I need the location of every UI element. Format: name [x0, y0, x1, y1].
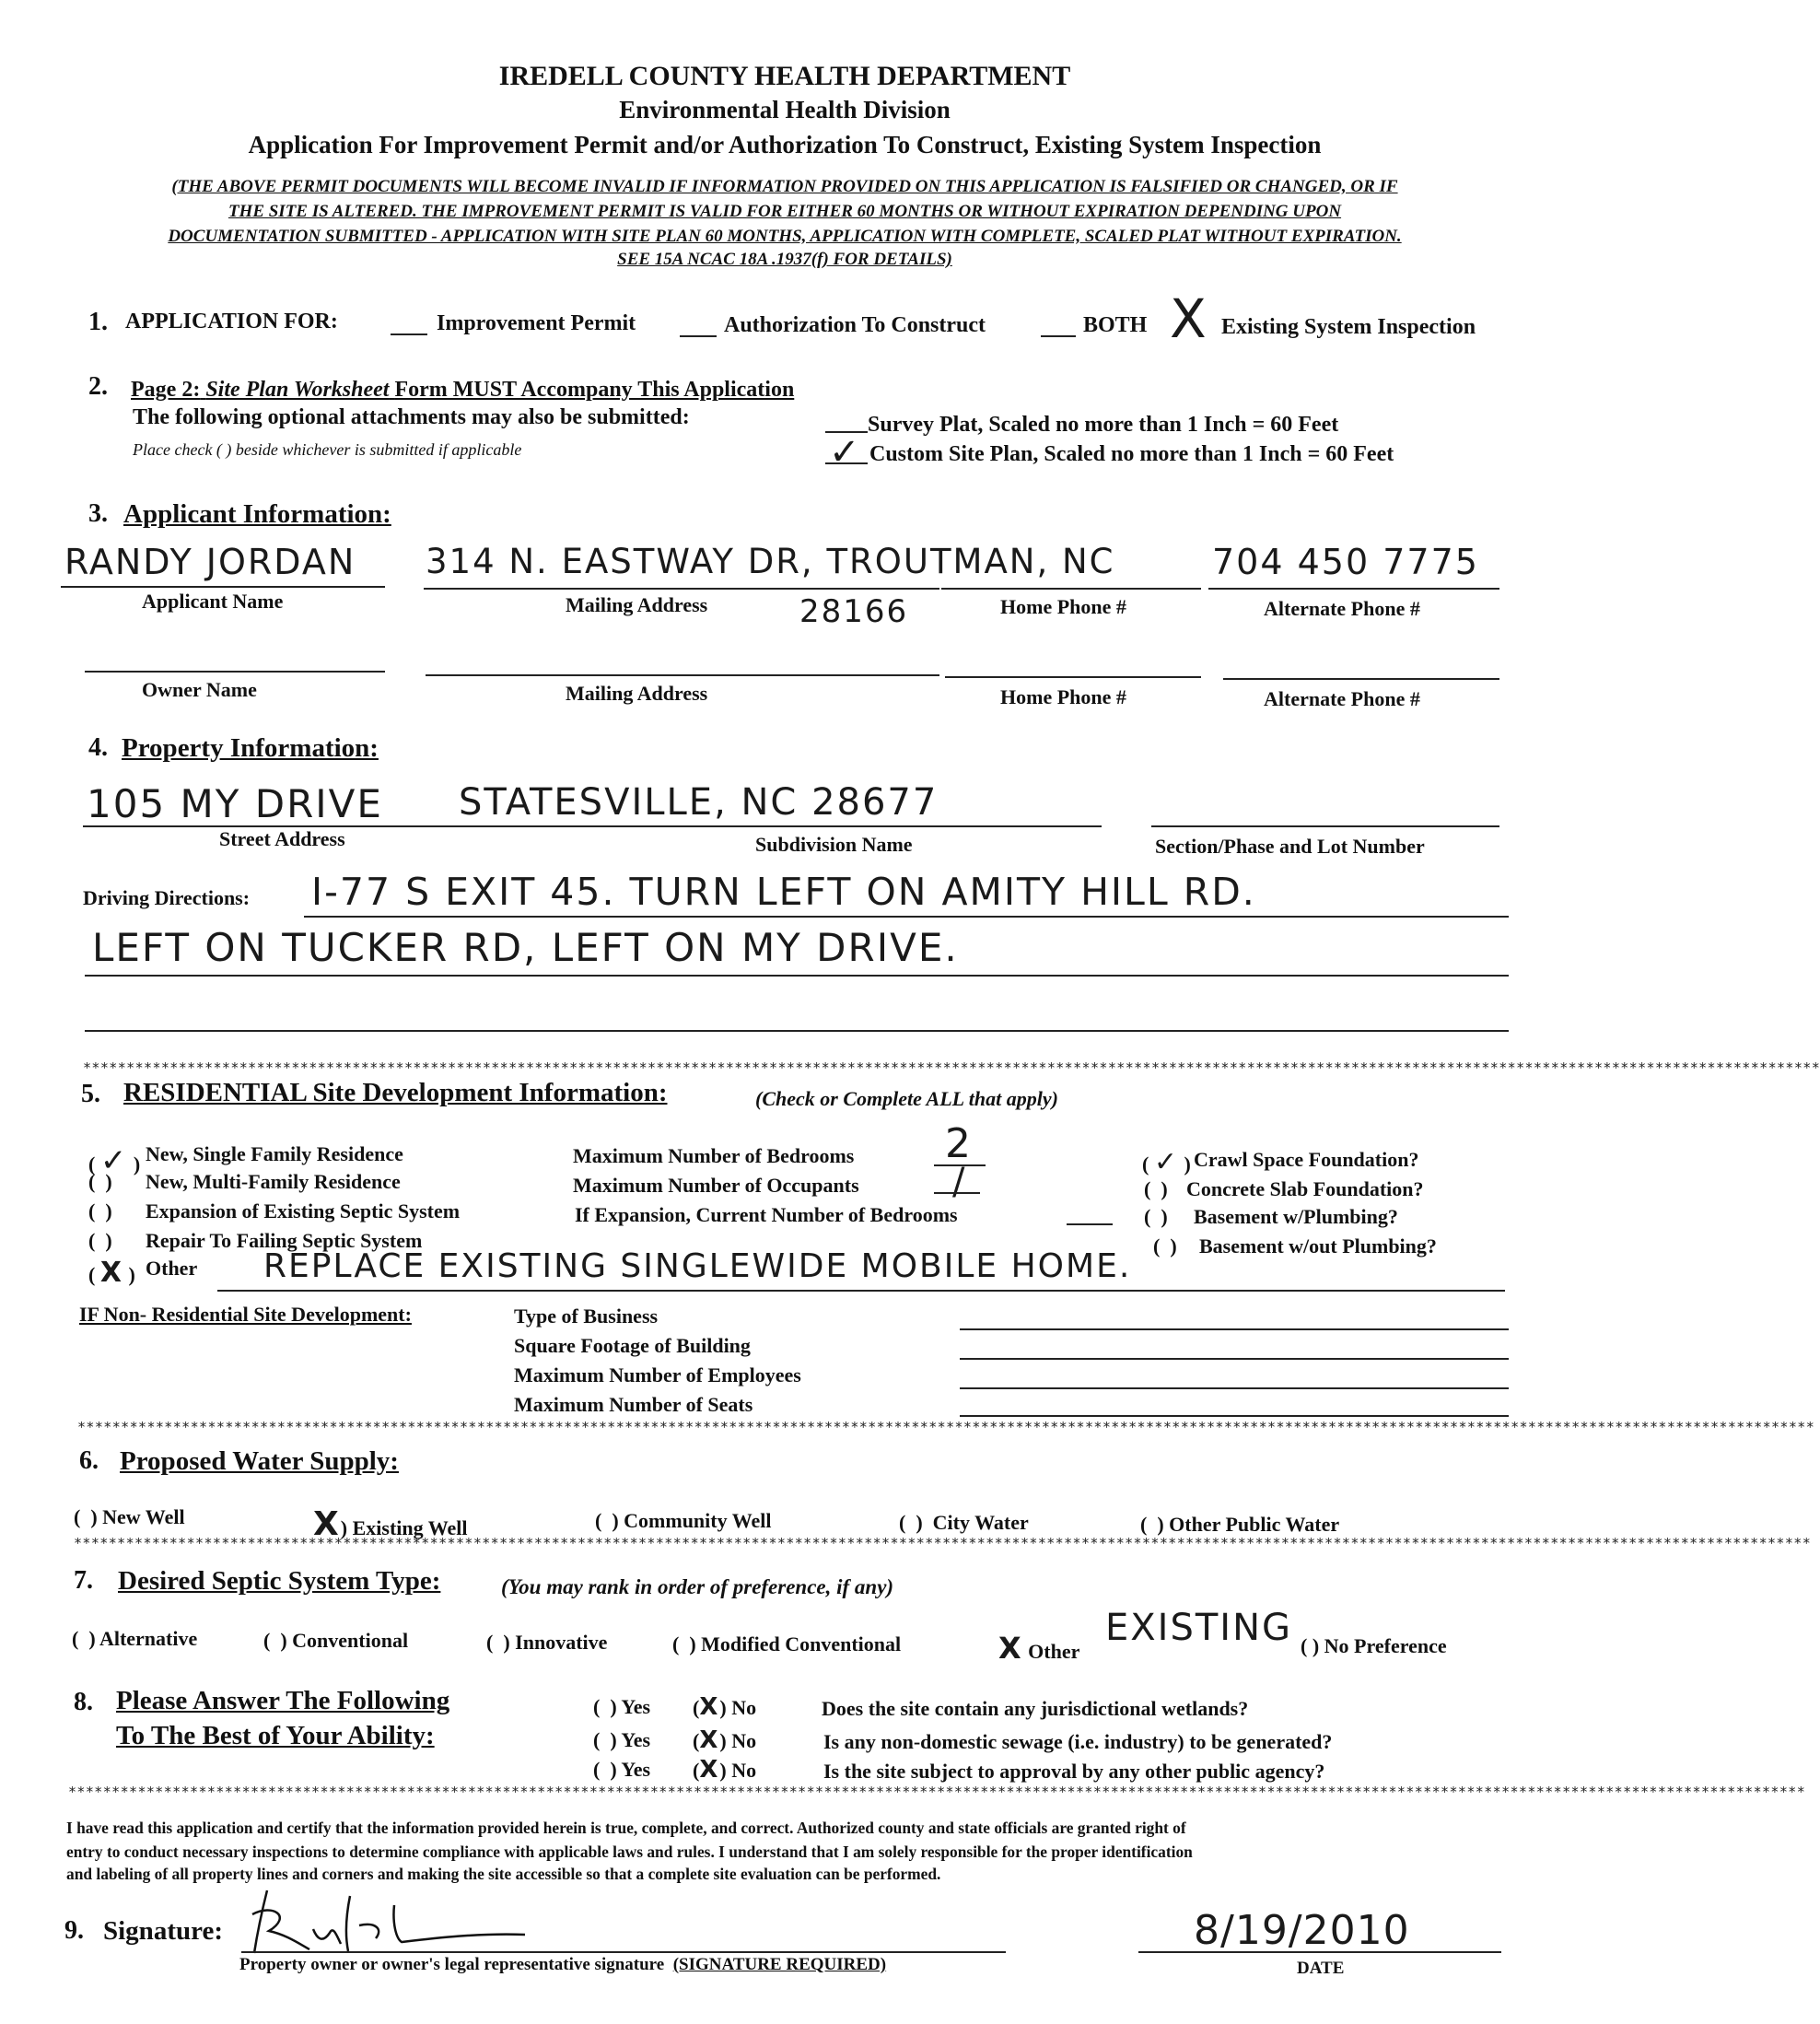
- optional-attachments-text: The following optional attachments may also be submitted:: [133, 405, 690, 429]
- basement-no-plumbing-label: Basement w/out Plumbing?: [1199, 1234, 1437, 1258]
- max-employees-line[interactable]: [960, 1387, 1509, 1389]
- expansion-bedrooms-label: If Expansion, Current Number of Bedrooms: [575, 1203, 958, 1226]
- notice-line-3: DOCUMENTATION SUBMITTED - APPLICATION WITH SITE PLAN 60 MONTHS, APPLICATION WITH COMPLETE, SCALED PLAT WITHOUT EXPIRATION.: [168, 227, 1402, 246]
- owner-name-line[interactable]: [85, 671, 385, 673]
- please-answer-title-2: To The Best of Your Ability:: [116, 1721, 435, 1750]
- concrete-slab-label: Concrete Slab Foundation?: [1186, 1177, 1424, 1200]
- separator-1: ********************************************************************************************************************************************************************************************************: [83, 1059, 1820, 1076]
- section-7-number: 7.: [74, 1566, 93, 1595]
- certification-line-3: and labeling of all property lines and corners and making the site accessible so that a complete site evaluation can be performed.: [66, 1865, 941, 1883]
- mailing-address-label: Mailing Address: [566, 593, 708, 616]
- max-occupants-value[interactable]: /: [952, 1161, 967, 1203]
- septic-innovative-label: Innovative: [515, 1631, 608, 1654]
- custom-site-plan-option: Custom Site Plan, Scaled no more than 1 Inch = 60 Feet: [869, 442, 1394, 466]
- check-note: Place check ( ) beside whichever is submitted if applicable: [133, 440, 522, 459]
- residential-note: (Check or Complete ALL that apply): [755, 1087, 1058, 1110]
- septic-no-preference[interactable]: ( ) No Preference: [1301, 1634, 1447, 1657]
- application-for-label: APPLICATION FOR:: [125, 310, 338, 333]
- septic-innovative[interactable]: ( ) Innovative: [486, 1631, 608, 1654]
- separator-3: ********************************************************************************************************************************************************************************************************: [74, 1535, 1812, 1551]
- signature-label: Signature:: [103, 1916, 223, 1946]
- res-option-1-label: New, Single Family Residence: [146, 1142, 403, 1165]
- septic-conventional-label: Conventional: [292, 1629, 409, 1652]
- water-existing-well-mark: X: [313, 1505, 341, 1543]
- max-seats-label: Maximum Number of Seats: [514, 1393, 753, 1416]
- date-value[interactable]: 8/19/2010: [1194, 1907, 1410, 1954]
- owner-alt-phone-label: Alternate Phone #: [1264, 687, 1420, 710]
- res-option-2[interactable]: ( ): [88, 1170, 112, 1193]
- improvement-permit-option: Improvement Permit: [437, 311, 636, 335]
- other-development-line: [217, 1290, 1505, 1292]
- signature-required: (SIGNATURE REQUIRED): [672, 1955, 887, 1974]
- section-6-number: 6.: [79, 1446, 99, 1475]
- res-option-1[interactable]: ( ✓ ): [88, 1142, 141, 1179]
- septic-type-note: (You may rank in order of preference, if any): [501, 1575, 894, 1598]
- alternate-phone-value[interactable]: 704 450 7775: [1212, 542, 1479, 582]
- applicant-name-value[interactable]: RANDY JORDAN: [64, 542, 356, 582]
- residential-title: RESIDENTIAL Site Development Information:: [123, 1078, 668, 1107]
- section-2-number: 2.: [88, 372, 108, 401]
- survey-plat-option: Survey Plat, Scaled no more than 1 Inch = 60 Feet: [868, 413, 1339, 437]
- division-name: Environmental Health Division: [619, 96, 951, 123]
- other-development-value[interactable]: REPLACE EXISTING SINGLEWIDE MOBILE HOME.: [263, 1247, 1132, 1285]
- mailing-address-value[interactable]: 314 N. EASTWAY DR, TROUTMAN, NC: [426, 542, 1115, 581]
- concrete-slab-option[interactable]: ( ): [1144, 1177, 1168, 1200]
- water-community-well[interactable]: ( ) Community Well: [595, 1509, 772, 1532]
- section-lot-label: Section/Phase and Lot Number: [1155, 835, 1425, 858]
- expansion-bedrooms-line[interactable]: [1067, 1223, 1113, 1225]
- water-city[interactable]: ( ) City Water: [899, 1511, 1029, 1534]
- alternate-phone-label: Alternate Phone #: [1264, 597, 1420, 620]
- owner-mailing-label: Mailing Address: [566, 682, 708, 705]
- please-answer-title-1: Please Answer The Following: [116, 1686, 450, 1715]
- non-residential-label: IF Non- Residential Site Development:: [79, 1303, 412, 1326]
- notice-line-1: (THE ABOVE PERMIT DOCUMENTS WILL BECOME INVALID IF INFORMATION PROVIDED ON THIS APPLICATION IS FALSIFIED OR CHANGED, OR IF: [171, 177, 1398, 196]
- form-subtitle: Application For Improvement Permit and/or Authorization To Construct, Existing System Inspection: [248, 131, 1322, 158]
- septic-alternative[interactable]: ( ) Alternative: [72, 1627, 198, 1650]
- max-occupants-line: [934, 1192, 980, 1194]
- septic-other-mark: X: [998, 1631, 1023, 1666]
- section-3-number: 3.: [88, 499, 108, 528]
- res-option-5-mark: X: [99, 1257, 123, 1289]
- separator-2: ********************************************************************************************************************************************************************************************************: [77, 1419, 1815, 1435]
- section-5-number: 5.: [81, 1080, 100, 1108]
- owner-mailing-line[interactable]: [426, 674, 939, 676]
- owner-home-phone-line[interactable]: [945, 676, 1201, 678]
- existing-inspection-option: Existing System Inspection: [1221, 315, 1476, 339]
- res-option-4-label: Repair To Failing Septic System: [146, 1229, 423, 1252]
- section-1-number: 1.: [88, 308, 108, 336]
- water-existing-well-label: Existing Well: [352, 1516, 468, 1539]
- max-seats-line[interactable]: [960, 1415, 1509, 1417]
- septic-modified[interactable]: ( ) Modified Conventional: [672, 1632, 902, 1655]
- applicant-signature[interactable]: [221, 1878, 626, 1960]
- city-state-zip-value[interactable]: STATESVILLE, NC 28677: [459, 781, 939, 824]
- water-city-label: City Water: [932, 1511, 1029, 1534]
- res-option-3[interactable]: ( ): [88, 1199, 112, 1223]
- driving-directions-line-1[interactable]: I-77 S EXIT 45. TURN LEFT ON AMITY HILL RD.: [311, 870, 1256, 914]
- owner-alt-phone-line[interactable]: [1223, 678, 1499, 680]
- septic-conventional[interactable]: ( ) Conventional: [263, 1629, 409, 1652]
- water-supply-title: Proposed Water Supply:: [120, 1446, 399, 1476]
- septic-other-label: Other: [1028, 1640, 1080, 1663]
- q2-no[interactable]: (X) No: [693, 1726, 757, 1754]
- directions-line-3[interactable]: [85, 1030, 1509, 1032]
- subdivision-name-label: Subdivision Name: [755, 833, 913, 856]
- q1-text: Does the site contain any jurisdictional wetlands?: [822, 1697, 1249, 1720]
- signature-caption: [239, 1955, 886, 1975]
- septic-type-title: Desired Septic System Type:: [118, 1566, 441, 1596]
- q2-text: Is any non-domestic sewage (i.e. industry) to be generated?: [823, 1730, 1333, 1753]
- q2-yes[interactable]: ( ) Yes: [593, 1728, 651, 1751]
- street-address-value[interactable]: 105 MY DRIVE: [87, 781, 383, 826]
- street-address-label: Street Address: [219, 827, 345, 850]
- owner-name-label: Owner Name: [142, 678, 257, 701]
- separator-4: ********************************************************************************************************************************************************************************************************: [68, 1784, 1806, 1800]
- res-option-5[interactable]: ( X ): [88, 1257, 135, 1289]
- res-option-1-mark: ✓: [99, 1142, 129, 1179]
- septic-no-preference-label: No Preference: [1324, 1634, 1447, 1657]
- water-other-public-label: Other Public Water: [1169, 1513, 1340, 1536]
- directions-line-2: [85, 975, 1509, 977]
- q3-no-label: No: [731, 1759, 757, 1782]
- section-4-number: 4.: [88, 733, 108, 762]
- zip-value[interactable]: 28166: [799, 593, 909, 630]
- water-existing-well[interactable]: X) Existing Well: [313, 1505, 468, 1543]
- alternate-phone-line: [1208, 588, 1499, 590]
- crawl-space-label: Crawl Space Foundation?: [1194, 1148, 1419, 1171]
- directions-line-1: [304, 916, 1509, 918]
- res-option-3-label: Expansion of Existing Septic System: [146, 1199, 461, 1223]
- improvement-permit-blank[interactable]: [391, 333, 427, 335]
- certification-line-1: I have read this application and certify that the information provided herein is true, complete, and correct. Authorized county and state officials are granted right of: [66, 1819, 1186, 1837]
- q1-no-mark: X: [699, 1693, 720, 1721]
- max-employees-label: Maximum Number of Employees: [514, 1363, 801, 1386]
- q3-no-mark: X: [699, 1756, 720, 1784]
- signature-caption-text: Property owner or owner's legal representative signature: [239, 1955, 665, 1974]
- q1-no-label: No: [731, 1696, 757, 1719]
- q2-no-label: No: [731, 1729, 757, 1752]
- basement-no-plumbing-option[interactable]: ( ): [1153, 1234, 1177, 1258]
- section-lot-line: [1151, 825, 1499, 827]
- department-title: IREDELL COUNTY HEALTH DEPARTMENT: [498, 61, 1071, 91]
- home-phone-label: Home Phone #: [1000, 595, 1126, 618]
- square-footage-label: Square Footage of Building: [514, 1334, 751, 1357]
- authorization-blank[interactable]: [680, 335, 717, 337]
- max-occupants-label: Maximum Number of Occupants: [573, 1174, 859, 1197]
- notice-line-4: SEE 15A NCAC 18A .1937(f) FOR DETAILS): [617, 250, 952, 269]
- square-footage-line[interactable]: [960, 1358, 1509, 1360]
- property-information-title: Property Information:: [122, 733, 379, 763]
- q3-text: Is the site subject to approval by any other public agency?: [823, 1760, 1325, 1783]
- section-8-number: 8.: [74, 1688, 93, 1716]
- home-phone-line: [941, 588, 1201, 590]
- max-bedrooms-value[interactable]: 2: [945, 1120, 973, 1167]
- water-other-public[interactable]: ( ) Other Public Water: [1140, 1513, 1340, 1536]
- q3-yes-label: Yes: [621, 1758, 651, 1781]
- water-new-well-label: New Well: [102, 1505, 185, 1528]
- q3-no[interactable]: (X) No: [693, 1756, 757, 1784]
- septic-alternative-label: Alternative: [99, 1627, 198, 1650]
- applicant-name-label: Applicant Name: [142, 590, 284, 613]
- both-blank[interactable]: [1041, 335, 1076, 337]
- authorization-option: Authorization To Construct: [724, 313, 986, 337]
- custom-site-plan-check[interactable]: ✓: [829, 431, 862, 474]
- signature-line: [241, 1951, 1006, 1953]
- applicant-information-title: Applicant Information:: [123, 499, 391, 529]
- certification-line-2: entry to conduct necessary inspections to determine compliance with applicable laws and rules. I understand that I am solely responsible for the proper identification: [66, 1843, 1193, 1861]
- res-option-5-label: Other: [146, 1257, 198, 1280]
- q1-yes-label: Yes: [621, 1695, 651, 1718]
- driving-directions-line-2[interactable]: LEFT ON TUCKER RD, LEFT ON MY DRIVE.: [92, 925, 959, 970]
- type-of-business-line[interactable]: [960, 1328, 1509, 1330]
- applicant-name-line: [61, 586, 385, 588]
- water-new-well[interactable]: ( ) New Well: [74, 1505, 185, 1528]
- notice-line-2: THE SITE IS ALTERED. THE IMPROVEMENT PERMIT IS VALID FOR EITHER 60 MONTHS OR WITHOUT EXPIRATION DEPENDING UPON: [228, 202, 1342, 221]
- res-option-2-label: New, Multi-Family Residence: [146, 1170, 401, 1193]
- mailing-address-line: [424, 588, 939, 590]
- crawl-space-option[interactable]: ( ✓ ): [1142, 1146, 1191, 1178]
- date-line: [1138, 1951, 1501, 1953]
- owner-home-phone-label: Home Phone #: [1000, 685, 1126, 708]
- septic-other-value[interactable]: EXISTING: [1105, 1607, 1293, 1649]
- water-community-well-label: Community Well: [624, 1509, 772, 1532]
- q2-no-mark: X: [699, 1726, 720, 1754]
- q3-yes[interactable]: ( ) Yes: [593, 1758, 651, 1781]
- q2-yes-label: Yes: [621, 1728, 651, 1751]
- max-bedrooms-label: Maximum Number of Bedrooms: [573, 1144, 855, 1167]
- crawl-space-mark: ✓: [1153, 1146, 1179, 1178]
- existing-inspection-mark[interactable]: X: [1170, 287, 1208, 350]
- septic-modified-label: Modified Conventional: [701, 1632, 902, 1655]
- driving-directions-label: Driving Directions:: [83, 886, 251, 909]
- date-label: DATE: [1297, 1959, 1345, 1978]
- septic-other[interactable]: [998, 1631, 1079, 1666]
- basement-plumbing-option[interactable]: ( ): [1144, 1205, 1168, 1228]
- q1-yes[interactable]: ( ) Yes: [593, 1695, 651, 1718]
- section-9-number: 9.: [64, 1916, 84, 1945]
- site-plan-requirement: Page 2: Site Plan Worksheet Form MUST Accompany This Application: [131, 378, 795, 402]
- type-of-business-label: Type of Business: [514, 1304, 659, 1328]
- q1-no[interactable]: (X) No: [693, 1693, 757, 1721]
- basement-plumbing-label: Basement w/Plumbing?: [1194, 1205, 1398, 1228]
- res-option-4[interactable]: ( ): [88, 1229, 112, 1252]
- both-option: BOTH: [1083, 313, 1148, 337]
